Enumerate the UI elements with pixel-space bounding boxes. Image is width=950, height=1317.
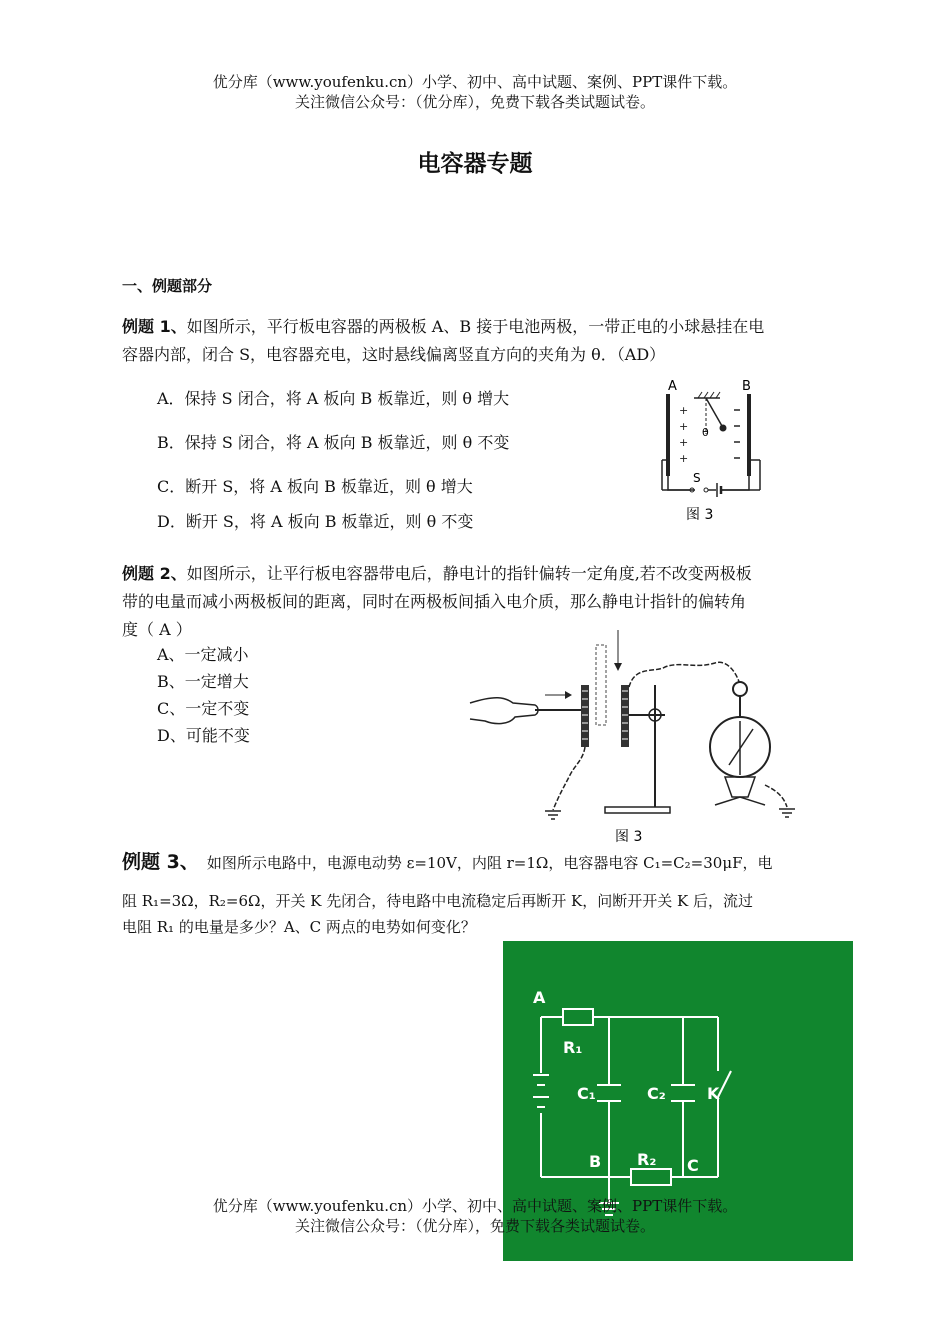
node-c-label: C bbox=[687, 1156, 699, 1175]
footer-line-1: 优分库（www.youfenku.cn）小学、初中、高中试题、案例、PPT课件下载。 bbox=[212, 1197, 738, 1215]
charged-ball bbox=[720, 425, 727, 432]
ground-wire-left bbox=[553, 747, 585, 810]
example-1-option-c: C．断开 S，将 A 板向 B 板靠近，则 θ 增大 bbox=[157, 477, 473, 496]
svg-text:+: + bbox=[679, 452, 689, 465]
footer-line-2: 关注微信公众号：（优分库），免费下载各类试题试卷。 bbox=[294, 1217, 655, 1235]
left-plate bbox=[581, 685, 589, 747]
example-1-line-2: 容器内部，闭合 S，电容器充电，这时悬线偏离竖直方向的夹角为 θ．（AD） bbox=[122, 345, 666, 364]
example-1-option-d: D．断开 S，将 A 板向 B 板靠近，则 θ 不变 bbox=[157, 512, 474, 531]
support-hatch bbox=[698, 392, 720, 398]
example-3-line-1: 如图所示电路中，电源电动势 ε=10V，内阻 r=1Ω，电容器电容 C₁=C₂=30μF，电 bbox=[206, 854, 773, 872]
svg-text:+: + bbox=[679, 404, 689, 417]
example-1-line-1: 如图所示，平行板电容器的两极板 A、B 接于电池两极，一带正电的小球悬挂在电 bbox=[186, 317, 765, 336]
ground-icon-left bbox=[545, 811, 561, 819]
coiled-wire bbox=[629, 662, 740, 687]
electroscope-needle bbox=[729, 729, 753, 765]
example-1-option-a: A．保持 S 闭合，将 A 板向 B 板靠近，则 θ 增大 bbox=[157, 389, 510, 408]
plate-a bbox=[666, 394, 670, 476]
example-2-line-3: 度（ A ） bbox=[122, 620, 192, 639]
section-heading: 一、例题部分 bbox=[122, 277, 213, 295]
example-2-option-b: B、一定增大 bbox=[157, 672, 249, 691]
figure-1-caption: 图 3 bbox=[686, 507, 714, 523]
wire-right bbox=[722, 476, 749, 490]
c2-label: C₂ bbox=[647, 1084, 666, 1103]
electroscope-stand bbox=[725, 777, 755, 797]
header-line-1: 优分库（www.youfenku.cn）小学、初中、高中试题、案例、PPT课件下载。 bbox=[212, 73, 738, 91]
example-3-line-3: 电阻 R₁ 的电量是多少？A、C 两点的电势如何变化？ bbox=[122, 918, 476, 936]
stand-base bbox=[605, 807, 670, 813]
ground-icon-right bbox=[779, 809, 795, 817]
example-1-text bbox=[122, 313, 842, 369]
example-1-option-b: B．保持 S 闭合，将 A 板向 B 板靠近，则 θ 不变 bbox=[157, 433, 510, 452]
r1-label: R₁ bbox=[563, 1038, 583, 1057]
node-a-label: A bbox=[533, 988, 546, 1007]
plate-b bbox=[747, 394, 751, 476]
example-2-line-2: 带的电量而减小两极板间的距离，同时在两极板间插入电介质，那么静电计指针的偏转角 bbox=[122, 592, 747, 611]
example-1-label: 例题 1、 bbox=[122, 317, 187, 336]
theta-label: θ bbox=[702, 426, 709, 439]
plate-a-label: A bbox=[668, 379, 677, 394]
example-2-line-1: 如图所示，让平行板电容器带电后，静电计的指针偏转一定角度,若不改变两极板 bbox=[186, 564, 752, 583]
node-b-label: B bbox=[589, 1152, 602, 1171]
example-3-text bbox=[122, 849, 842, 877]
example-3-label: 例题 3、 bbox=[122, 851, 199, 873]
page-title: 电容器专题 bbox=[417, 151, 533, 177]
right-plate bbox=[621, 685, 629, 747]
k-label: K bbox=[707, 1084, 720, 1103]
electroscope-knob bbox=[733, 682, 747, 696]
capacitor-pendulum-figure bbox=[650, 372, 775, 527]
svg-text:+: + bbox=[679, 420, 689, 433]
figure-2-caption: 图 3 bbox=[615, 829, 643, 845]
example-2-option-a: A、一定减小 bbox=[157, 645, 249, 664]
plus-charges bbox=[679, 404, 688, 465]
c1-label: C₁ bbox=[577, 1084, 596, 1103]
switch-s-label: S bbox=[693, 471, 701, 485]
r2-label: R₂ bbox=[637, 1150, 657, 1169]
example-2-option-d: D、可能不变 bbox=[157, 726, 250, 745]
svg-text:+: + bbox=[679, 436, 689, 449]
electroscope-figure bbox=[465, 625, 805, 850]
hand-icon bbox=[470, 698, 538, 724]
example-2-option-c: C、一定不变 bbox=[157, 699, 250, 718]
example-2-label: 例题 2、 bbox=[122, 564, 187, 583]
example-3-line-2: 阻 R₁=3Ω，R₂=6Ω，开关 K 先闭合，待电路中电流稳定后再断开 K，问断开开关 K 后，流过 bbox=[122, 892, 753, 910]
ground-wire-right bbox=[765, 785, 787, 807]
header-line-2: 关注微信公众号：（优分库），免费下载各类试题试卷。 bbox=[294, 93, 655, 111]
dielectric-slab bbox=[596, 645, 606, 725]
plate-b-label: B bbox=[742, 379, 751, 394]
minus-charges bbox=[734, 410, 740, 458]
pendulum-string bbox=[706, 398, 722, 426]
